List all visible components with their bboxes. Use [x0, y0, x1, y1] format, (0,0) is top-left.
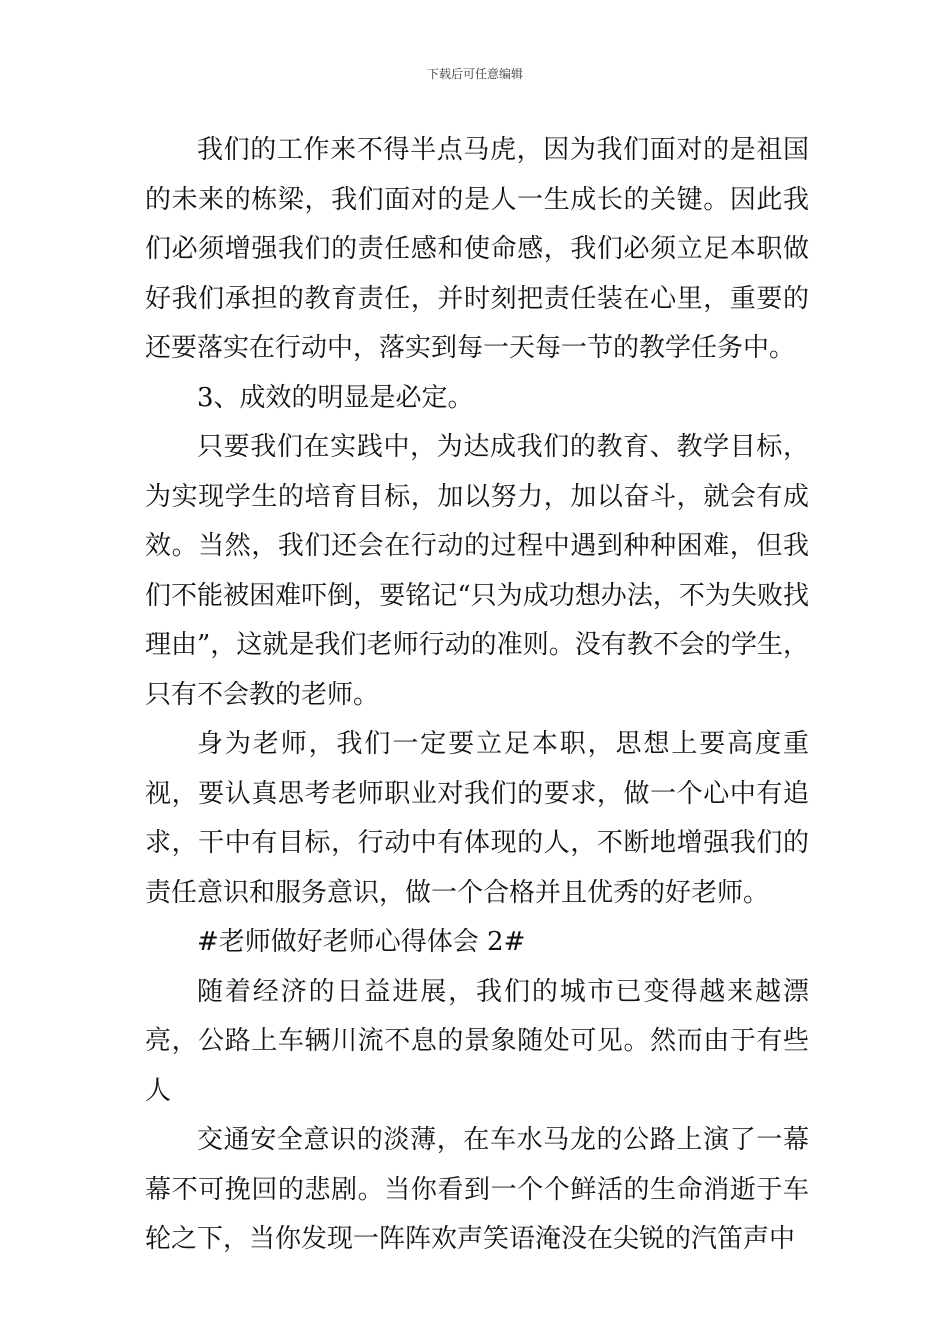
paragraph: 3、成效的明显是必定。: [197, 382, 474, 413]
document-body: [145, 126, 809, 1265]
page-header: 下载后可任意编辑: [426, 67, 523, 81]
paragraph: 交通安全意识的淡薄，在车水马龙的公路上演了一幕幕不可挽回的悲剧。当你看到一个个鲜活的生命消逝于车轮之下，当你发现一阵阵欢声笑语淹没在尖锐的汽笛声中: [145, 1125, 809, 1254]
paragraph: 只要我们在实践中，为达成我们的教育、教学目标，为实现学生的培育目标，加以努力，加以奋斗，就会有成效。当然，我们还会在行动的过程中遇到种种困难，但我们不能被困难吓倒，要铭记“只为成功想办法，不为失败找理由”，这就是我们老师行动的准则。没有教不会的学生，只有不会教的老师。: [145, 432, 809, 710]
paragraph: 随着经济的日益进展，我们的城市已变得越来越漂亮，公路上车辆川流不息的景象随处可见。然而由于有些人: [145, 976, 809, 1106]
section-heading: #老师做好老师心得体会 2#: [197, 927, 526, 957]
paragraph: 身为老师，我们一定要立足本职，思想上要高度重视，要认真思考老师职业对我们的要求，做一个心中有追求，干中有目标，行动中有体现的人，不断地增强我们的责任意识和服务意识，做一个合格并且优秀的好老师。: [145, 729, 809, 908]
paragraph: 我们的工作来不得半点马虎，因为我们面对的是祖国的未来的栋梁，我们面对的是人一生成长的关键。因此我们必须增强我们的责任感和使命感，我们必须立足本职做好我们承担的教育责任，并时刻把责任装在心里，重要的还要落实在行动中，落实到每一天每一节的教学任务中。: [145, 135, 809, 363]
